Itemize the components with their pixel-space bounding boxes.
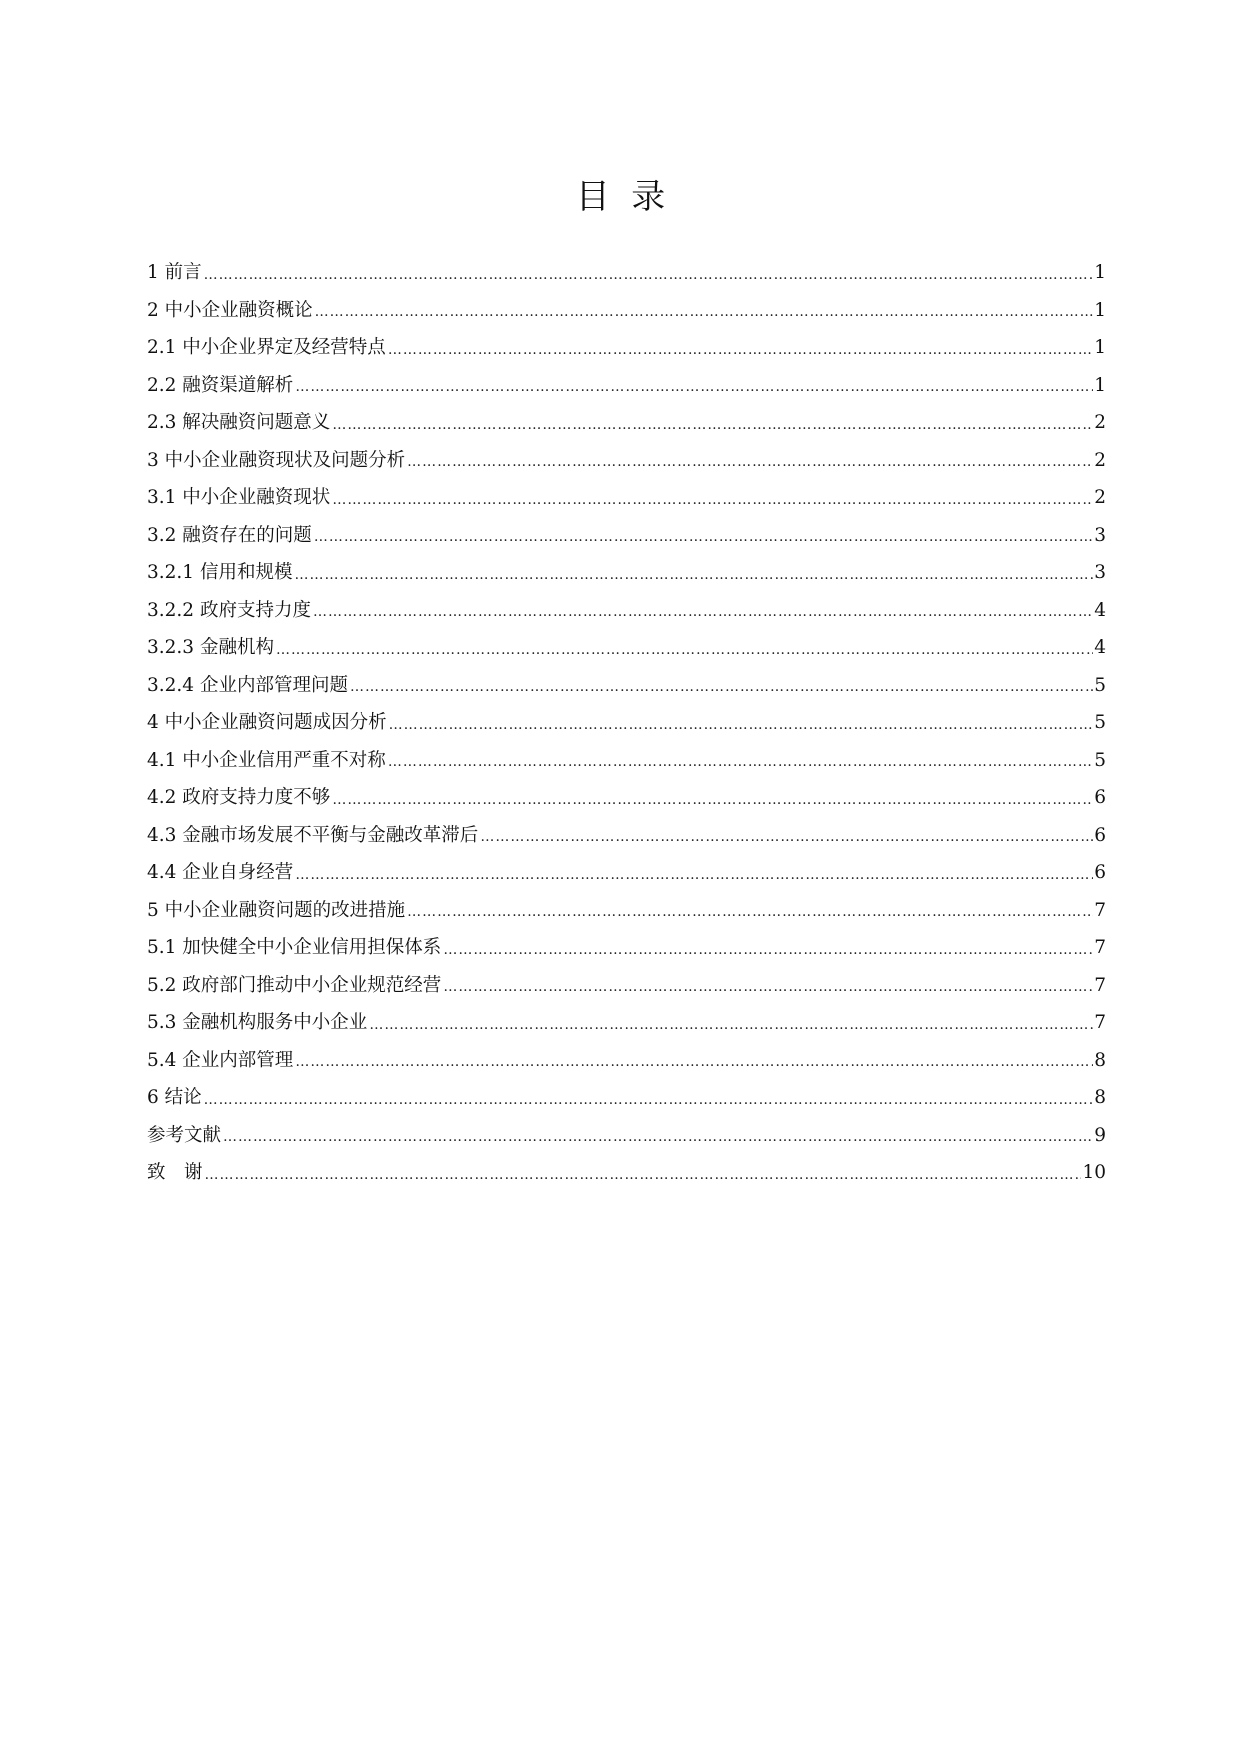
toc-dot-leader (276, 634, 1093, 667)
toc-entry-label: 3.2.4 企业内部管理问题 (147, 674, 348, 696)
toc-entry-label: 5.1 加快健全中小企业信用担保体系 (147, 937, 442, 958)
toc-entry[interactable] (147, 629, 1106, 667)
toc-entry-page-number: 6 (1094, 787, 1106, 808)
toc-entry[interactable] (147, 704, 1106, 742)
toc-entry-page-number: 2 (1094, 487, 1106, 508)
toc-dot-leader (388, 746, 1093, 779)
toc-entry-label: 2 中小企业融资概论 (147, 299, 313, 321)
toc-entry-page-number: 2 (1094, 449, 1106, 471)
toc-entry-label: 5.2 政府部门推动中小企业规范经营 (147, 974, 442, 996)
toc-entry[interactable] (147, 442, 1106, 480)
toc-entry-page-number: 10 (1082, 1162, 1106, 1183)
toc-entry-page-number: 5 (1094, 712, 1106, 733)
toc-dot-leader (407, 896, 1093, 929)
toc-entry-page-number: 4 (1094, 599, 1106, 621)
toc-dot-leader (350, 671, 1093, 704)
toc-dot-leader (332, 484, 1093, 517)
toc-list (147, 254, 1106, 1192)
toc-entry-label: 3.2 融资存在的问题 (147, 524, 312, 546)
toc-entry-label: 5.3 金融机构服务中小企业 (147, 1012, 368, 1033)
toc-entry[interactable] (147, 479, 1106, 517)
toc-entry[interactable] (147, 1079, 1106, 1117)
toc-entry[interactable] (147, 329, 1106, 367)
toc-entry-page-number: 7 (1094, 899, 1106, 921)
toc-dot-leader (443, 934, 1093, 967)
toc-entry-label: 3.2.1 信用和规模 (147, 562, 293, 583)
toc-dot-leader (205, 1159, 1082, 1192)
toc-entry-label: 4 中小企业融资问题成因分析 (147, 712, 387, 733)
toc-entry-label: 4.4 企业自身经营 (147, 862, 294, 883)
toc-entry-page-number: 1 (1094, 374, 1106, 396)
toc-dot-leader (314, 521, 1093, 554)
toc-entry[interactable] (147, 967, 1106, 1005)
toc-entry-label: 2.1 中小企业界定及经营特点 (147, 337, 386, 358)
toc-entry-page-number: 1 (1094, 337, 1106, 358)
toc-entry-page-number: 5 (1094, 674, 1106, 696)
toc-entry[interactable] (147, 1154, 1106, 1192)
toc-entry-page-number: 8 (1094, 1049, 1106, 1071)
toc-dot-leader (332, 409, 1093, 442)
toc-dot-leader (295, 859, 1093, 892)
toc-entry[interactable] (147, 254, 1106, 292)
toc-entry-label: 4.3 金融市场发展不平衡与金融改革滞后 (147, 824, 479, 846)
toc-entry-page-number: 3 (1094, 562, 1106, 583)
toc-entry-label: 5 中小企业融资问题的改进措施 (147, 899, 406, 921)
toc-entry-label: 1 前言 (147, 262, 202, 283)
toc-entry-label: 3.1 中小企业融资现状 (147, 487, 331, 508)
toc-entry-label: 致 谢 (147, 1162, 203, 1183)
toc-entry-label: 3.2.2 政府支持力度 (147, 599, 311, 621)
toc-entry-page-number: 7 (1094, 1012, 1106, 1033)
toc-dot-leader (313, 596, 1093, 629)
toc-entry[interactable] (147, 892, 1106, 930)
toc-dot-leader (315, 296, 1094, 329)
toc-dot-leader (407, 446, 1093, 479)
toc-dot-leader (389, 709, 1094, 742)
toc-entry[interactable] (147, 367, 1106, 405)
toc-entry-page-number: 9 (1094, 1124, 1106, 1146)
toc-dot-leader (480, 821, 1093, 854)
toc-entry[interactable] (147, 667, 1106, 705)
toc-entry-label: 2.3 解决融资问题意义 (147, 412, 331, 433)
toc-entry[interactable] (147, 742, 1106, 780)
toc-entry[interactable] (147, 779, 1106, 817)
toc-entry-page-number: 7 (1094, 974, 1106, 996)
toc-dot-leader (294, 559, 1093, 592)
toc-entry[interactable] (147, 817, 1106, 855)
toc-entry-page-number: 5 (1094, 749, 1106, 771)
toc-entry-page-number: 2 (1094, 412, 1106, 433)
toc-entry[interactable] (147, 1042, 1106, 1080)
toc-entry-label: 5.4 企业内部管理 (147, 1049, 294, 1071)
toc-entry-label: 参考文献 (147, 1124, 222, 1146)
toc-entry[interactable] (147, 554, 1106, 592)
toc-entry[interactable] (147, 854, 1106, 892)
toc-entry-page-number: 8 (1094, 1087, 1106, 1108)
toc-entry[interactable] (147, 404, 1106, 442)
toc-entry-page-number: 6 (1094, 824, 1106, 846)
toc-entry[interactable] (147, 517, 1106, 555)
toc-dot-leader (295, 371, 1093, 404)
toc-entry[interactable] (147, 292, 1106, 330)
toc-entry-label: 3 中小企业融资现状及问题分析 (147, 449, 406, 471)
toc-dot-leader (332, 784, 1093, 817)
toc-dot-leader (443, 971, 1093, 1004)
toc-entry-label: 4.2 政府支持力度不够 (147, 787, 331, 808)
toc-dot-leader (295, 1046, 1093, 1079)
toc-entry-page-number: 1 (1094, 262, 1106, 283)
toc-entry-label: 6 结论 (147, 1087, 202, 1108)
toc-entry-page-number: 6 (1094, 862, 1106, 883)
toc-entry-label: 2.2 融资渠道解析 (147, 374, 294, 396)
toc-dot-leader (204, 1084, 1094, 1117)
toc-entry[interactable] (147, 929, 1106, 967)
toc-entry[interactable] (147, 592, 1106, 630)
toc-entry-page-number: 4 (1094, 637, 1106, 658)
toc-dot-leader (388, 334, 1093, 367)
toc-entry-page-number: 3 (1094, 524, 1106, 546)
toc-dot-leader (223, 1121, 1093, 1154)
toc-entry[interactable] (147, 1117, 1106, 1155)
toc-entry-page-number: 1 (1094, 299, 1106, 321)
toc-entry-label: 4.1 中小企业信用严重不对称 (147, 749, 386, 771)
toc-dot-leader (369, 1009, 1093, 1042)
toc-title: 目 录 (575, 177, 666, 217)
toc-entry[interactable] (147, 1004, 1106, 1042)
toc-entry-label: 3.2.3 金融机构 (147, 637, 274, 658)
toc-entry-page-number: 7 (1094, 937, 1106, 958)
toc-dot-leader (204, 259, 1094, 292)
